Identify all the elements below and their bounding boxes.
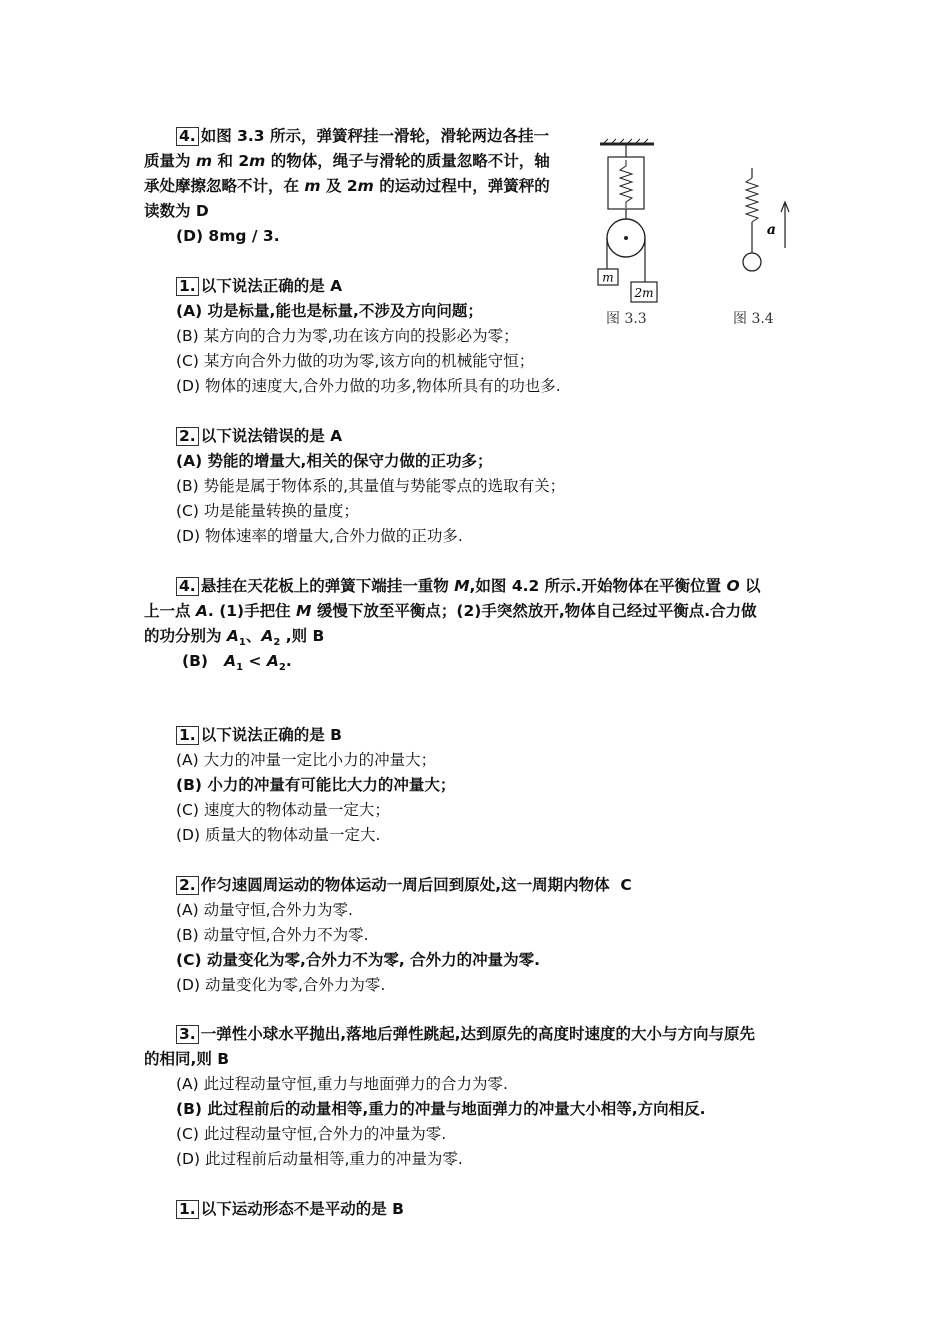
figure-3-4-spring	[730, 164, 800, 276]
question-number: 1.	[176, 277, 199, 296]
q4b-line3: 的功分别为 $A_1$、$A_2$ ,则 B	[144, 627, 325, 649]
q4b-line1: 4. 悬挂在天花板上的弹簧下端挂一重物 M,如图 4.2 所示.开始物体在平衡位置 O 以	[176, 574, 761, 599]
mass-m-label: m	[602, 270, 614, 285]
q3-stem-line1: 3. 一弹性小球水平抛出,落地后弹性跳起,达到原先的高度时速度的大小与方向与原先	[176, 1022, 755, 1047]
option: (A) 大力的冲量一定比小力的冲量大；	[176, 751, 437, 769]
option: (A) 此过程动量守恒,重力与地面弹力的合力为零.	[176, 1075, 508, 1093]
option: (C) 此过程动量守恒,合外力的冲量为零.	[176, 1125, 447, 1143]
option: (A) 功是标量,能也是标量,不涉及方向问题；	[176, 302, 483, 320]
option: (D) 此过程前后动量相等,重力的冲量为零.	[176, 1150, 463, 1168]
option: (B) 势能是属于物体系的,其量值与势能零点的选取有关；	[176, 477, 566, 495]
option: (A) 动量守恒,合外力为零.	[176, 901, 353, 919]
option: (B) 此过程前后的动量相等,重力的冲量与地面弹力的冲量大小相等,方向相反.	[176, 1100, 706, 1118]
mass-2m-label: 2m	[634, 286, 654, 300]
option: (C) 动量变化为零,合外力不为零, 合外力的冲量为零.	[176, 951, 541, 969]
q3-stem-line2: 的相同,则 B	[144, 1050, 230, 1068]
question-number: 3.	[176, 1025, 199, 1044]
option: (C) 某方向合外力做的功为零,该方向的机械能守恒；	[176, 352, 535, 370]
question-number: 2.	[176, 427, 199, 446]
figure-3-3-pulley	[594, 136, 668, 308]
q2b-stem: 2. 作匀速圆周运动的物体运动一周后回到原处,这一周期内物体 C	[176, 873, 632, 898]
question-number: 1.	[176, 1200, 199, 1219]
option: (D) 动量变化为零,合外力为零.	[176, 976, 386, 994]
option: (B) 小力的冲量有可能比大力的冲量大；	[176, 776, 456, 794]
figure-3-3-caption: 图 3.3	[606, 311, 647, 327]
q1c-stem: 1. 以下运动形态不是平动的是 B	[176, 1197, 404, 1222]
q4a-answer: (D) 8mg / 3.	[176, 227, 280, 245]
option: (B) 某方向的合力为零,功在该方向的投影必为零；	[176, 327, 519, 345]
figure-3-4-caption: 图 3.4	[733, 311, 774, 327]
q4a-line2: 质量为 m 和 2m 的物体，绳子与滑轮的质量忽略不计，轴	[144, 152, 550, 170]
question-number: 1.	[176, 726, 199, 745]
option: (C) 功是能量转换的量度；	[176, 502, 359, 520]
option: (B) 动量守恒,合外力不为零.	[176, 926, 369, 944]
question-number: 4.	[176, 577, 199, 596]
option: (A) 势能的增量大,相关的保守力做的正功多；	[176, 452, 493, 470]
q4a-line3: 承处摩擦忽略不计，在 m 及 2m 的运动过程中，弹簧秤的	[144, 177, 550, 195]
option: (D) 质量大的物体动量一定大.	[176, 826, 381, 844]
option: (D) 物体的速度大,合外力做的功多,物体所具有的功也多.	[176, 377, 561, 395]
q4a-line4: 读数为 D	[144, 202, 209, 220]
q4b-line2: 上一点 A. (1)手把住 M 缓慢下放至平衡点；(2)手突然放开,物体自己经过平衡点.合力做	[144, 602, 757, 620]
option: (C) 速度大的物体动量一定大；	[176, 801, 390, 819]
q2a-stem: 2. 以下说法错误的是 A	[176, 424, 342, 449]
q1a-stem: 1. 以下说法正确的是 A	[176, 274, 342, 299]
q4a-line1: 4. 如图 3.3 所示，弹簧秤挂一滑轮，滑轮两边各挂一	[176, 124, 549, 149]
option: (D) 物体速率的增量大,合外力做的正功多.	[176, 527, 463, 545]
q1b-stem: 1. 以下说法正确的是 B	[176, 723, 342, 748]
question-number: 4.	[176, 127, 199, 146]
q4b-answer: (B) $A_1 < A_2$.	[182, 652, 292, 674]
accel-label: a	[766, 222, 776, 238]
question-number: 2.	[176, 876, 199, 895]
